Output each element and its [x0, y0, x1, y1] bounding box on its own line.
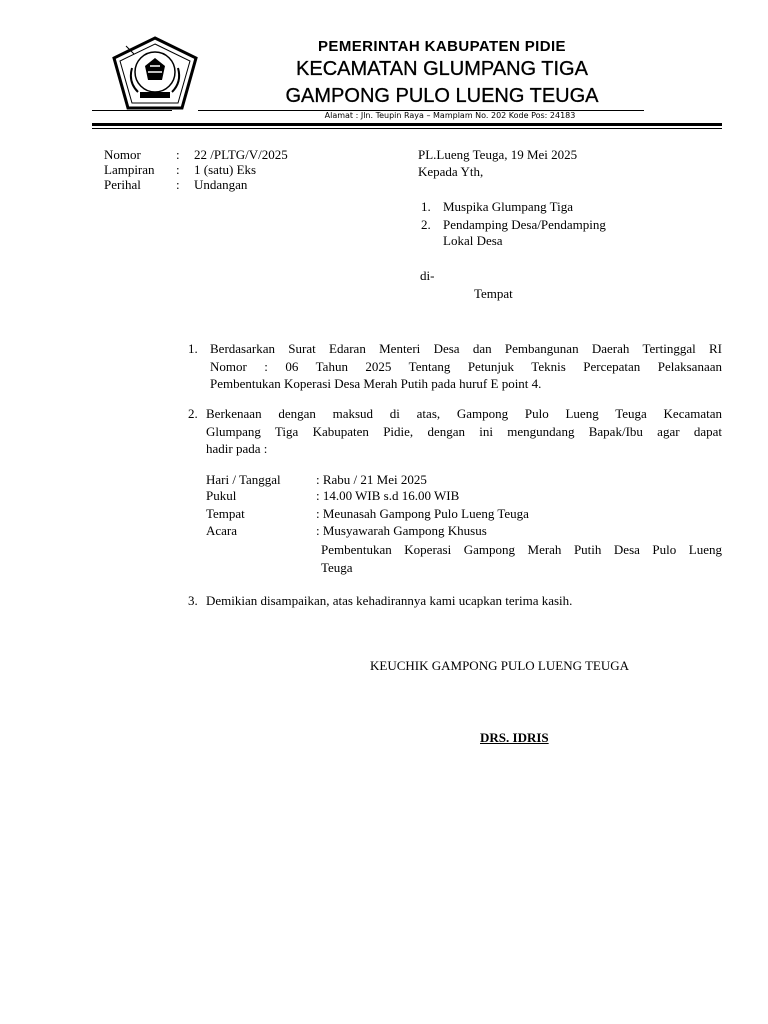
meta-value-nomor: 22 /PLTG/V/2025: [194, 147, 288, 162]
paragraph-3: Demikian disampaikan, atas kehadirannya kami ucapkan terima kasih.: [206, 593, 573, 608]
meta-colon: :: [176, 162, 180, 177]
detail-label-agenda: Acara: [206, 523, 238, 538]
meta-label-lampiran: Lampiran: [104, 162, 155, 177]
detail-label-time: Pukul: [206, 488, 237, 503]
recipient-di: di-: [420, 268, 435, 283]
recipient-item: Muspika Glumpang Tiga: [443, 199, 574, 214]
paragraph-1-line: Pembentukan Koperasi Desa Merah Putih pada huruf E point 4.: [210, 376, 542, 391]
signature-name: DRS. IDRIS: [480, 730, 549, 745]
paragraph-1-line: Nomor : 06 Tahun 2025 Tentang Petunjuk Teknis Percepatan Pelaksanaan: [210, 358, 722, 374]
paragraph-2-line: Glumpang Tiga Kabupaten Pidie, dengan ini mengundang Bapak/Ibu agar dapat: [206, 423, 722, 439]
detail-value-agenda: : Musyawarah Gampong Khusus: [316, 523, 487, 538]
detail-agenda-line: Pembentukan Koperasi Gampong Merah Putih Desa Pulo Lueng: [321, 542, 722, 557]
meta-label-nomor: Nomor: [104, 147, 141, 162]
detail-value-time: : 14.00 WIB s.d 16.00 WIB: [316, 488, 460, 503]
header-address: Alamat : Jln. Teupin Raya – Mamplam No. 202 Kode Pos: 24183: [324, 111, 576, 120]
detail-label-date: Hari / Tanggal: [206, 472, 281, 487]
detail-agenda-cont: [321, 541, 722, 576]
place-date: PL.Lueng Teuga, 19 Mei 2025: [418, 147, 578, 162]
paragraph-number: 1.: [188, 341, 198, 356]
paragraph-2-line: Berkenaan dengan maksud di atas, Gampong Pulo Lueng Teuga Kecamatan: [206, 406, 722, 421]
recipient-tempat: Tempat: [474, 286, 513, 301]
header-government: PEMERINTAH KABUPATEN PIDIE: [318, 38, 566, 55]
paragraph-number: 3.: [188, 593, 198, 608]
meta-colon: :: [176, 177, 180, 192]
recipient-salutation: Kepada Yth,: [418, 164, 484, 179]
detail-agenda-line: Teuga: [321, 559, 353, 575]
header-divider-thick: [92, 123, 722, 126]
header-village: GAMPONG PULO LUENG TEUGA: [285, 85, 599, 107]
recipient-number: 2.: [421, 217, 431, 232]
header-district: KECAMATAN GLUMPANG TIGA: [296, 58, 588, 80]
paragraph-2: [206, 405, 722, 458]
meta-colon: :: [176, 147, 180, 162]
recipient-item-cont: Lokal Desa: [443, 233, 503, 248]
paragraph-1-line: Berdasarkan Surat Edaran Menteri Desa dan Pembangunan Daerah Tertinggal RI: [210, 341, 722, 356]
paragraph-2-line: hadir pada :: [206, 441, 268, 456]
meta-value-lampiran: 1 (satu) Eks: [194, 162, 257, 177]
meta-label-perihal: Perihal: [104, 177, 141, 192]
signature-title: KEUCHIK GAMPONG PULO LUENG TEUGA: [370, 658, 630, 673]
paragraph-number: 2.: [188, 406, 198, 421]
recipient-number: 1.: [421, 199, 431, 214]
regency-emblem-icon: [112, 36, 198, 110]
meta-value-perihal: Undangan: [194, 177, 248, 192]
recipient-item: Pendamping Desa/Pendamping: [443, 217, 606, 232]
detail-value-date: : Rabu / 21 Mei 2025: [316, 472, 427, 487]
detail-label-place: Tempat: [206, 506, 245, 521]
header-rule-left: [92, 110, 172, 111]
paragraph-1: [210, 340, 722, 393]
header-divider-thin: [92, 128, 722, 129]
detail-value-place: : Meunasah Gampong Pulo Lueng Teuga: [316, 506, 529, 521]
